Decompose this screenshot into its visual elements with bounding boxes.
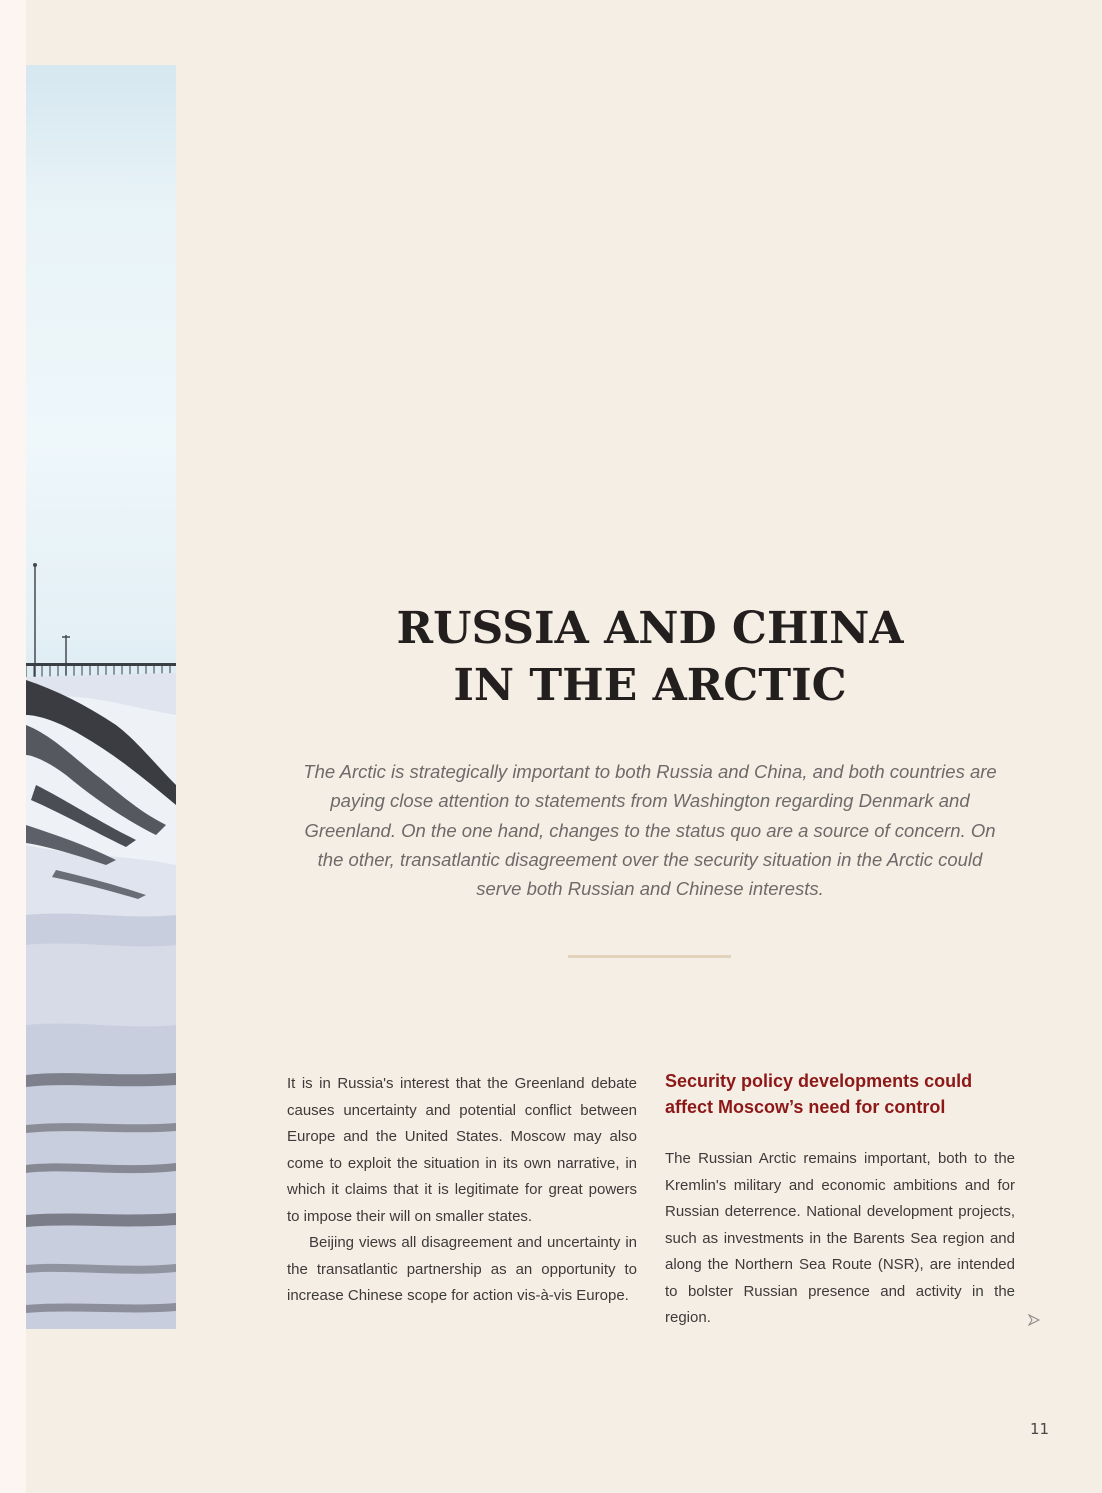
arctic-photo-graphic [26,65,176,1329]
arctic-landscape-photo [26,65,176,1329]
divider [568,955,731,958]
body-paragraph: The Russian Arctic remains important, both to the Kremlin's military and economic ambitions and for Russian deterrence. National development projects, such as investments in the Barents Sea region and along the Northern Sea Route (NSR), are intended to bolster Russian presence and activity in the region. [665,1150,1015,1326]
lead-paragraph: The Arctic is strategically important to both Russia and China, and both countries are paying close attention to statements from Washington regarding Denmark and Greenland. On the one hand, changes to the status quo are a source of concern. On the other, transatlantic disagreement over the security situation in the Arctic could serve both Russian and Chinese interests. [303,761,997,900]
page-title-line-1: RUSSIA AND CHINA [396,603,904,654]
body-paragraph: It is in Russia's interest that the Greenland debate causes uncertainty and potential conflict between Europe and the United States. Moscow may also come to exploit the situation in its own narrative, in which it claims that it is legitimate for great powers to impose their will on smaller states. [287,1075,637,1225]
page-title-line-2: IN THE ARCTIC [453,660,847,711]
page-number: 11 [1030,1420,1050,1438]
page-title [300,600,1000,714]
arrow-right-icon [1026,1312,1042,1328]
section-subheading: Security policy developments could affect Moscow’s need for control [665,1071,973,1117]
body-paragraph: Beijing views all disagreement and uncertainty in the transatlantic partnership as an opportunity to increase Chinese scope for action vis-à-vis Europe. [287,1234,637,1304]
right-column [665,1068,1015,1332]
left-column [287,1071,637,1310]
